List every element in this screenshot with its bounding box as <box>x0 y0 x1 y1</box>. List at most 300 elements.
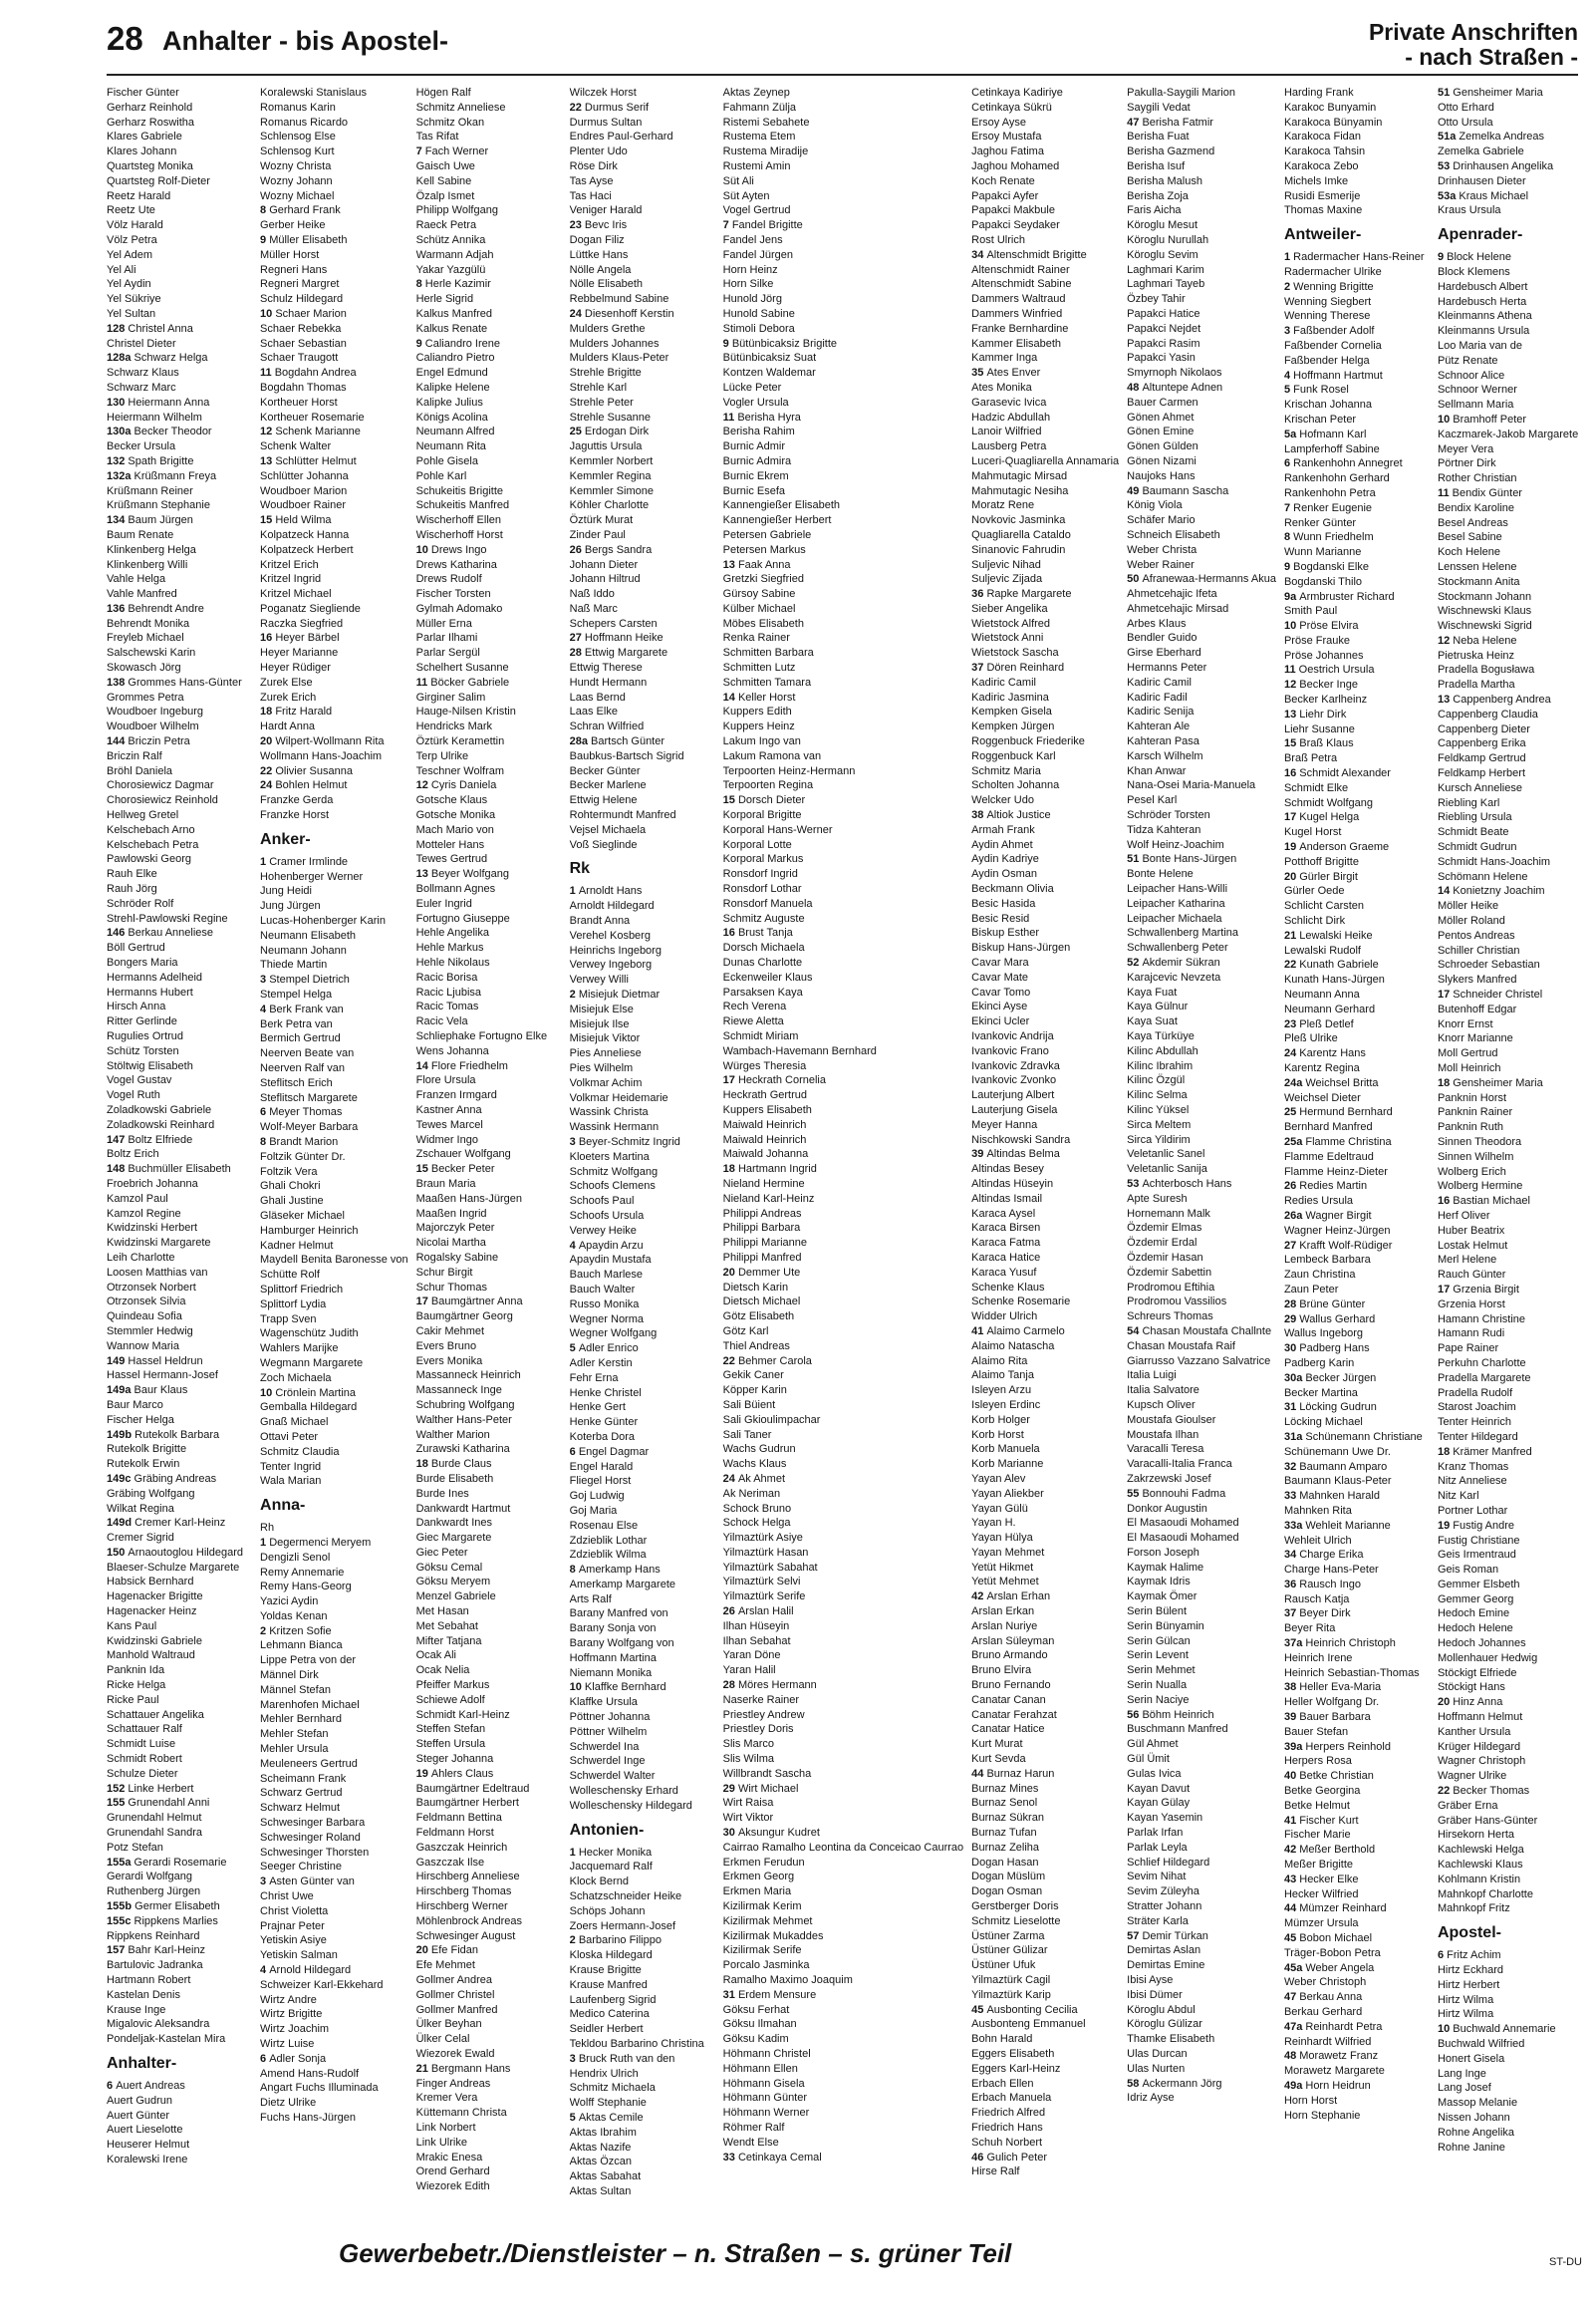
resident-entry: Wachs Gudrun <box>722 1443 796 1456</box>
resident-entry: Gaszczak Ilse <box>415 1856 485 1869</box>
house-number: 3 <box>1283 325 1294 338</box>
resident-entry: Wietstock Anni <box>971 632 1044 645</box>
resident-entry: Karsch Wilhelm <box>1127 749 1203 762</box>
resident-entry: Schmidt Wolfgang <box>1283 796 1374 809</box>
resident-entry: Kilinc Ibrahim <box>1127 1059 1194 1072</box>
house-number: 9 <box>722 337 732 350</box>
resident-entry: Durmus Sultan <box>569 116 643 129</box>
resident-entry: Sinanovic Fahrudin <box>971 543 1066 556</box>
resident-entry: Arts Ralf <box>569 1592 612 1605</box>
resident-entry: Horn Stephanie <box>1283 2109 1361 2122</box>
resident-entry: Grunendahl Sandra <box>107 1827 203 1840</box>
resident-entry: Schmitz Claudia <box>260 1445 340 1458</box>
resident-name: Bonte Hans-Jürgen <box>1142 853 1237 866</box>
resident-entry: Klinkenberg Helga <box>107 543 196 556</box>
resident-entry: Kaya Suat <box>1127 1015 1178 1028</box>
resident-entry: Schwesinger Thorsten <box>260 1846 370 1859</box>
resident-name: Hofmann Karl <box>1299 428 1367 440</box>
resident-entry: Erbach Ellen <box>971 2077 1034 2090</box>
resident-entry: Krause Inge <box>107 2003 166 2016</box>
resident-entry <box>1438 486 1583 501</box>
resident-entry: Mrakic Enesa <box>415 2151 483 2164</box>
resident-entry: Koch Helene <box>1437 546 1500 559</box>
resident-entry: Becker Günter <box>569 764 641 777</box>
resident-entry: Schneich Elisabeth <box>1127 528 1220 541</box>
resident-entry: Vogel Gertrud <box>722 204 791 217</box>
resident-entry: Lucas-Hohenberger Karin <box>260 915 386 928</box>
resident-entry <box>107 1354 252 1369</box>
resident-entry: Kadner Helmut <box>260 1239 334 1252</box>
resident-name: Dören Reinhard <box>986 662 1065 675</box>
resident-entry: Schmidt Gudrun <box>1437 841 1517 854</box>
resident-entry: Pradella Bogusława <box>1437 664 1535 677</box>
resident-entry: Grzenia Horst <box>1437 1298 1505 1310</box>
resident-entry: Zurek Else <box>260 676 313 689</box>
resident-entry: Pondeljak-Kastelan Mira <box>107 2033 226 2046</box>
resident-entry: Betke Helmut <box>1283 1799 1350 1812</box>
resident-entry: Tenter Ingrid <box>260 1460 322 1473</box>
resident-name: Arnaoutoglou Hildegard <box>128 1546 244 1559</box>
resident-entry: Wunn Marianne <box>1283 546 1362 559</box>
resident-entry: Burnic Admir <box>722 440 785 453</box>
resident-entry: Suljevic Zijada <box>971 573 1043 586</box>
house-number: 28 <box>1283 1298 1300 1310</box>
house-number: 14 <box>1437 885 1454 898</box>
resident-entry: Henke Christel <box>569 1386 642 1399</box>
resident-entry <box>260 631 408 646</box>
resident-entry: Heller Wolfgang Dr. <box>1283 1696 1380 1709</box>
resident-name: Drews Ingo <box>430 543 487 556</box>
resident-entry: Kell Sabine <box>415 174 472 187</box>
resident-entry: Italia Salvatore <box>1127 1384 1199 1397</box>
house-number: 3 <box>260 1875 270 1888</box>
house-number: 20 <box>722 1266 738 1279</box>
resident-name: Pröse Elvira <box>1299 620 1359 633</box>
resident-entry: Pröse Frauke <box>1283 634 1350 647</box>
resident-entry: Woudboer Marion <box>260 484 348 497</box>
resident-entry: Loo Maria van de <box>1437 339 1522 352</box>
resident-name: Flore Friedhelm <box>430 1059 508 1072</box>
resident-entry: Schur Thomas <box>415 1281 487 1294</box>
resident-entry: Naß Iddo <box>569 588 615 601</box>
resident-entry: Maydell Benita Baronesse von <box>260 1254 408 1267</box>
resident-entry: Schlensog Kurt <box>260 145 335 158</box>
resident-name: Lewalski Heike <box>1299 929 1373 942</box>
resident-entry: Schock Bruno <box>722 1502 792 1515</box>
resident-entry: Armah Frank <box>971 823 1035 836</box>
house-number: 155a <box>107 1856 134 1869</box>
house-number: 31 <box>722 1988 738 2001</box>
resident-entry: Schulz Hildegard <box>260 293 344 306</box>
resident-entry: Panknin Horst <box>1437 1091 1507 1104</box>
resident-entry: Motteler Hans <box>415 838 485 851</box>
resident-entry <box>723 337 964 352</box>
resident-entry: Romanus Karin <box>260 101 336 114</box>
resident-name: Becker Peter <box>430 1163 495 1176</box>
resident-entry: Naserke Rainer <box>722 1693 800 1706</box>
house-number: 147 <box>107 1133 129 1146</box>
resident-entry: Wassink Christa <box>569 1106 649 1119</box>
resident-entry <box>107 351 252 366</box>
resident-entry <box>1284 678 1430 693</box>
resident-name: Meyer Thomas <box>269 1106 343 1119</box>
resident-entry: Yetüt Mehmet <box>971 1576 1039 1588</box>
resident-entry: Habsick Bernhard <box>107 1576 194 1588</box>
resident-entry: Lang Josef <box>1437 2082 1491 2095</box>
house-number: 1 <box>260 855 270 868</box>
resident-entry: Rohne Angelika <box>1437 2126 1515 2139</box>
resident-entry: Laas Elke <box>569 706 618 719</box>
resident-entry: Kleinmanns Athena <box>1437 310 1532 323</box>
resident-entry: Kamzol Paul <box>107 1192 168 1205</box>
resident-name: Flamme Christina <box>1305 1135 1392 1148</box>
house-number: 34 <box>1283 1549 1300 1562</box>
resident-entry: Schock Helga <box>722 1517 791 1530</box>
resident-name: Behrendt Andre <box>128 602 204 615</box>
resident-entry <box>1127 1929 1276 1944</box>
street-heading: Anhalter- <box>107 2054 177 2072</box>
resident-entry: Lippe Petra von der <box>260 1654 357 1667</box>
resident-entry <box>570 734 715 749</box>
resident-entry: Kannengießer Elisabeth <box>722 499 841 512</box>
resident-entry: Grunendahl Helmut <box>107 1812 202 1825</box>
resident-entry <box>416 543 562 558</box>
resident-entry <box>570 1445 715 1460</box>
resident-entry: Schoofs Paul <box>569 1195 635 1208</box>
resident-entry: Ersoy Mustafa <box>971 131 1042 144</box>
resident-entry: Pies Anneliese <box>569 1047 642 1060</box>
resident-name: Demir Türkan <box>1142 1929 1208 1942</box>
resident-entry: Pape Rainer <box>1437 1342 1499 1355</box>
resident-entry: Sellmann Maria <box>1437 399 1514 412</box>
resident-entry: Papakci Yasin <box>1127 352 1196 365</box>
resident-name: Altiok Justice <box>986 809 1051 822</box>
resident-entry: Fischer Helga <box>107 1413 174 1426</box>
resident-entry: Zurek Erich <box>260 691 317 704</box>
resident-entry: Schömann Helene <box>1437 870 1528 883</box>
resident-entry: Wirtz Luise <box>260 2038 315 2050</box>
resident-entry <box>1284 1312 1430 1327</box>
resident-entry: Pesel Karl <box>1127 794 1178 807</box>
resident-entry: Schlensog Else <box>260 131 336 144</box>
house-number: 6 <box>1437 1949 1448 1962</box>
resident-entry: Varacalli-Italia Franca <box>1127 1458 1232 1471</box>
resident-entry: Pfeiffer Markus <box>415 1679 490 1692</box>
resident-entry: Christ Uwe <box>260 1890 314 1903</box>
resident-entry <box>971 587 1119 602</box>
resident-entry: Fuchs Hans-Jürgen <box>260 2111 357 2124</box>
page-footer <box>0 2222 1596 2282</box>
resident-entry: Berisha Gazmend <box>1127 145 1215 158</box>
resident-entry: Ivankovic Zvonko <box>971 1074 1057 1087</box>
resident-entry: Pakulla-Saygili Marion <box>1127 87 1235 99</box>
resident-entry: Schenke Klaus <box>971 1281 1045 1294</box>
resident-entry: Fischer Marie <box>1283 1829 1351 1842</box>
resident-entry <box>723 691 964 706</box>
street-heading: Antonien- <box>569 1821 645 1839</box>
resident-entry: Lanoir Wilfried <box>971 426 1042 438</box>
resident-entry: Wiezorek Edith <box>415 2180 490 2193</box>
resident-entry: Dankwardt Hartmut <box>415 1502 511 1515</box>
house-number: 132 <box>107 454 129 467</box>
house-number: 8 <box>1283 531 1294 544</box>
resident-entry <box>971 366 1119 381</box>
resident-entry: Korporal Hans-Werner <box>722 823 833 836</box>
resident-entry: Korporal Brigitte <box>722 809 802 822</box>
resident-entry: Herf Oliver <box>1437 1209 1490 1222</box>
resident-entry <box>1284 708 1430 722</box>
resident-entry <box>260 1963 408 1978</box>
resident-name: Ates Enver <box>986 367 1041 380</box>
house-number: 33a <box>1283 1519 1306 1532</box>
street-heading: Anker- <box>260 830 311 848</box>
resident-entry <box>1127 956 1276 971</box>
resident-entry: Mehler Ursula <box>260 1743 329 1756</box>
house-number: 24 <box>569 307 585 320</box>
resident-entry: Kizilirmak Mehmet <box>722 1914 813 1927</box>
resident-entry: Hedoch Johannes <box>1437 1637 1526 1650</box>
house-number: 4 <box>260 1003 270 1015</box>
resident-entry: Schenke Rosemarie <box>971 1296 1071 1308</box>
resident-entry: Göksu Ferhat <box>722 2003 790 2016</box>
resident-entry: Wagner Heinz-Jürgen <box>1283 1224 1391 1237</box>
resident-entry <box>1284 428 1430 442</box>
resident-entry <box>1284 590 1430 605</box>
resident-entry: Sali Büient <box>722 1398 776 1411</box>
resident-entry <box>107 1899 252 1914</box>
resident-entry: Dammers Winfried <box>971 307 1063 320</box>
resident-entry: Zoch Michaela <box>260 1371 332 1384</box>
resident-entry: Tewes Gertrud <box>415 853 488 866</box>
house-number: 16 <box>1437 1195 1454 1208</box>
resident-entry: Quartsteg Rolf-Dieter <box>107 174 210 187</box>
street-heading: Apenrader- <box>1437 226 1523 244</box>
resident-entry: Gürsoy Sabine <box>722 588 796 601</box>
resident-entry: Pradella Margarete <box>1437 1371 1531 1384</box>
resident-name: Apaydin Arzu <box>578 1239 644 1252</box>
resident-entry: Kurt Murat <box>971 1738 1023 1751</box>
resident-entry: Bauch Marlese <box>569 1269 643 1282</box>
resident-entry: Wozny Christa <box>260 159 332 172</box>
resident-entry: Isleyen Arzu <box>971 1384 1032 1397</box>
resident-entry <box>107 1516 252 1531</box>
resident-entry: Bermich Gertrud <box>260 1032 341 1045</box>
resident-entry: Krischan Peter <box>1283 413 1357 426</box>
resident-entry <box>1438 1194 1583 1209</box>
resident-entry: Huber Beatrix <box>1437 1224 1505 1237</box>
resident-entry: Wirt Raisa <box>722 1797 774 1810</box>
resident-entry: Horn Heinz <box>722 263 778 276</box>
resident-entry: Gaszczak Heinrich <box>415 1841 508 1854</box>
resident-entry: Fandel Jürgen <box>722 248 793 261</box>
resident-entry <box>1284 810 1430 825</box>
resident-name: Armbruster Richard <box>1299 590 1395 603</box>
resident-entry: Dietsch Karin <box>722 1281 789 1294</box>
directory-column-9 <box>1438 86 1583 2208</box>
resident-entry: Braß Petra <box>1283 752 1338 765</box>
resident-entry: Potz Stefan <box>107 1841 163 1854</box>
resident-entry: Schukeitis Manfred <box>415 499 510 512</box>
resident-entry <box>723 1604 964 1619</box>
resident-entry: Karakoca Tahsin <box>1283 145 1366 158</box>
resident-entry: Müller Horst <box>260 248 320 261</box>
resident-entry: Kritzel Erich <box>260 558 319 571</box>
resident-entry: Liehr Susanne <box>1283 722 1355 735</box>
resident-entry: Manhold Waltraud <box>107 1649 195 1662</box>
resident-entry <box>1438 250 1583 265</box>
resident-entry: Horn Silke <box>722 278 774 291</box>
resident-entry: Naß Marc <box>569 602 618 615</box>
house-number: 12 <box>415 779 431 792</box>
house-number: 128 <box>107 322 129 335</box>
resident-entry: Yilmaztürk Asiye <box>722 1532 803 1545</box>
house-number: 11 <box>1283 664 1299 677</box>
resident-entry: Schwerdel Walter <box>569 1770 656 1783</box>
resident-entry: Steflitsch Erich <box>260 1076 333 1089</box>
house-number: 17 <box>722 1074 738 1087</box>
resident-entry: Berisha Fuat <box>1127 131 1190 144</box>
resident-entry: Schmidt Beate <box>1437 826 1509 839</box>
resident-entry: Dankwardt Ines <box>415 1517 493 1530</box>
resident-name: Fach Werner <box>424 145 489 158</box>
resident-entry: Rost Ulrich <box>971 233 1025 246</box>
house-number: 18 <box>260 706 276 719</box>
resident-entry: Splittorf Friedrich <box>260 1283 344 1296</box>
house-number: 22 <box>1437 1785 1454 1798</box>
resident-entry <box>723 2151 964 2165</box>
resident-entry <box>1438 1948 1583 1963</box>
house-number: 10 <box>1437 413 1454 426</box>
resident-entry: Wala Marian <box>260 1475 322 1488</box>
resident-entry: Hehle Markus <box>415 942 484 955</box>
resident-name: Gensheimer Maria <box>1453 1076 1543 1089</box>
resident-name: Böhm Heinrich <box>1142 1708 1214 1721</box>
resident-entry: Serin Gülcan <box>1127 1634 1191 1647</box>
resident-name: Beyer Dirk <box>1299 1607 1351 1620</box>
resident-entry: Kortheuer Horst <box>260 396 338 409</box>
house-number: 13 <box>260 454 276 467</box>
resident-entry <box>1438 884 1583 899</box>
resident-entry: Aydin Osman <box>971 868 1037 881</box>
resident-entry: Pütz Renate <box>1437 354 1498 367</box>
resident-entry: Bongers Maria <box>107 957 178 970</box>
resident-entry: Vogel Gustav <box>107 1074 172 1087</box>
resident-name: Spath Brigitte <box>128 454 194 467</box>
resident-entry: Rebbelmund Sabine <box>569 293 669 306</box>
resident-entry: Link Norbert <box>415 2121 476 2134</box>
resident-entry <box>1284 1135 1430 1150</box>
resident-entry: Hirsekorn Herta <box>1437 1829 1514 1842</box>
resident-entry: Berkau Gerhard <box>1283 2006 1363 2018</box>
resident-entry: Schmitz Auguste <box>722 912 805 925</box>
house-number: 23 <box>569 219 585 232</box>
resident-entry: Klock Bernd <box>569 1875 629 1888</box>
directory-columns <box>107 86 1583 2208</box>
resident-entry: Roggenbuck Karl <box>971 749 1056 762</box>
resident-entry: Hoffmann Martina <box>569 1651 657 1664</box>
resident-entry: Schütz Torsten <box>107 1044 179 1057</box>
house-number: 13 <box>1437 694 1454 707</box>
resident-entry: Philipp Wolfgang <box>415 204 498 217</box>
resident-entry: Girse Eberhard <box>1127 647 1201 660</box>
resident-entry <box>260 1875 408 1889</box>
resident-entry: Nieland Karl-Heinz <box>722 1192 815 1205</box>
resident-entry: Thiede Martin <box>260 959 328 972</box>
resident-entry <box>260 203 408 218</box>
resident-entry: Canatar Ferahzat <box>971 1708 1057 1721</box>
resident-entry: Zschauer Wolfgang <box>415 1148 511 1161</box>
resident-entry: Zdzieblik Wilma <box>569 1549 647 1562</box>
house-number: 17 <box>1437 1283 1454 1296</box>
resident-name: Heiermann Anna <box>128 396 210 409</box>
resident-entry: Gönen Emine <box>1127 426 1195 438</box>
resident-entry: Angart Fuchs Illuminada <box>260 2082 379 2095</box>
house-number: 20 <box>415 1944 431 1957</box>
resident-entry: Bendler Guido <box>1127 632 1197 645</box>
resident-entry: Schröder Rolf <box>107 897 174 910</box>
resident-entry: Verwey Heike <box>569 1224 637 1237</box>
resident-entry: Gül Ahmet <box>1127 1738 1179 1751</box>
resident-entry: Karakoc Bunyamin <box>1283 101 1377 114</box>
house-number: 11 <box>260 367 275 380</box>
house-number: 20 <box>1437 1696 1454 1709</box>
resident-entry <box>1284 250 1430 265</box>
resident-entry: Dunas Charlotte <box>722 957 803 970</box>
resident-entry: Hirse Ralf <box>971 2165 1020 2178</box>
resident-entry: Fortugno Giuseppe <box>415 912 510 925</box>
resident-entry: Pörtner Dirk <box>1437 457 1496 470</box>
resident-name: Hassel Heldrun <box>128 1354 203 1367</box>
resident-entry: Papakci Seydaker <box>971 219 1060 232</box>
house-number: 13 <box>415 868 431 881</box>
resident-entry: Rh <box>260 1522 275 1535</box>
resident-name: Berisha Hyra <box>737 411 801 424</box>
page-number: 28 <box>107 20 143 57</box>
resident-entry: Potthoff Brigitte <box>1283 855 1359 868</box>
house-number: 12 <box>1283 679 1300 692</box>
resident-entry: Charge Hans-Peter <box>1283 1564 1379 1577</box>
resident-entry: Höhmann Werner <box>722 2107 810 2120</box>
resident-name: Weichsel Britta <box>1305 1076 1379 1089</box>
house-number: 10 <box>260 1386 276 1399</box>
resident-entry: Yaran Döne <box>722 1649 781 1662</box>
resident-name: Stempel Dietrich <box>269 974 350 987</box>
resident-entry: Ibisi Ayse <box>1127 1974 1174 1986</box>
house-number: 19 <box>415 1767 431 1780</box>
resident-entry: Nölle Angela <box>569 263 632 276</box>
resident-entry: Leih Charlotte <box>107 1251 175 1264</box>
resident-entry: Baumgärtner Georg <box>415 1310 513 1323</box>
resident-entry: Hirschberg Thomas <box>415 1885 512 1898</box>
resident-entry: Schweizer Karl-Ekkehard <box>260 1978 384 1991</box>
house-number: 55 <box>1127 1487 1143 1500</box>
resident-entry: Padberg Karin <box>1283 1356 1355 1369</box>
resident-entry: Kritzel Ingrid <box>260 573 322 586</box>
resident-entry <box>570 425 715 439</box>
resident-name: Wirt Michael <box>737 1782 799 1795</box>
resident-name: Böcker Gabriele <box>430 676 510 689</box>
house-number: 29 <box>722 1782 738 1795</box>
resident-entry: Plenter Udo <box>569 145 628 158</box>
resident-entry: Kadiric Jasmina <box>971 691 1049 704</box>
resident-entry: Stratter Johann <box>1127 1900 1202 1913</box>
resident-entry: Träger-Bobon Petra <box>1283 1946 1381 1959</box>
house-number: 10 <box>260 307 276 320</box>
house-number: 26 <box>722 1605 738 1618</box>
resident-entry: Korporal Lotte <box>722 838 792 851</box>
resident-entry: Regneri Margret <box>260 278 340 291</box>
resident-entry: Altindas Hüseyin <box>971 1177 1054 1190</box>
